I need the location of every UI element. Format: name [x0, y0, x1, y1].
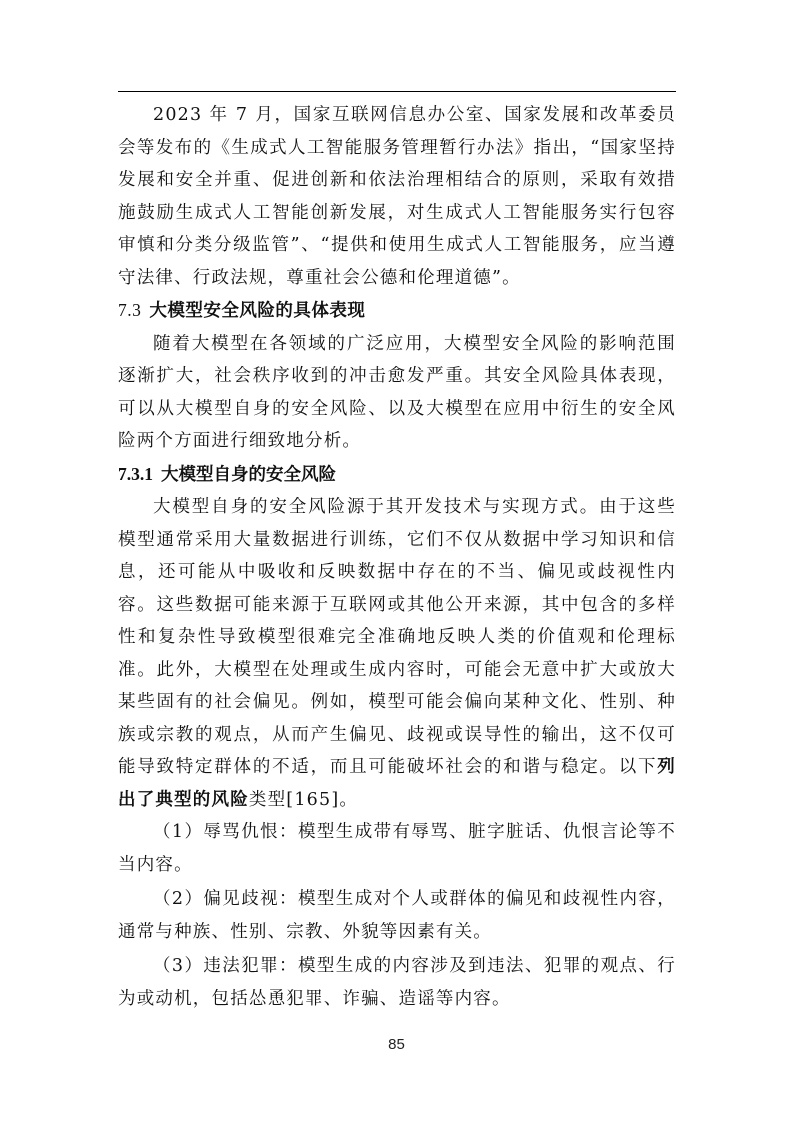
risk-item-1 — [118, 816, 676, 881]
section-number: 7.3 — [118, 300, 142, 320]
section-heading-7-3-1 — [118, 458, 676, 492]
section-heading-7-3 — [118, 294, 676, 328]
subsection-number: 7.3.1 — [118, 463, 153, 484]
risk-text: 模型生成的内容涉及到违法、犯罪的观点、行为或动机，包括怂恿犯罪、诈骗、造谣等内容。 — [118, 956, 677, 1009]
risk-label: （1）辱骂仇恨： — [153, 822, 298, 842]
paragraph-model-risks — [118, 491, 676, 816]
risk-text: 模型生成带有辱骂、脏字脏话、仇恨言论等不当内容。 — [118, 822, 677, 875]
risk-item-3 — [118, 950, 676, 1015]
risk-label: （3）违法犯罪： — [153, 956, 298, 976]
paragraph-text-end: 类型[165]。 — [248, 789, 359, 810]
bold-phrase: 列出了典型的风险 — [118, 757, 676, 810]
subsection-title: 大模型自身的安全风险 — [161, 464, 336, 485]
section-title: 大模型安全风险的具体表现 — [149, 301, 366, 321]
paragraph-text: 大模型自身的安全风险源于其开发技术与实现方式。由于这些模型通常采用大量数据进行训练，它们不仅从数据中学习知识和信息，还可能从中吸收和反映数据中存在的不当、偏见或歧视性内容。这些数据可能来源于互联网或其他公开来源，其中包含的多样性和复杂性导致模型很难完全准确地反映人类的价值观和伦理标准。此外，大模型在处理或生成内容时，可能会无意中扩大或放大某些固有的社会偏见。例如，模型可能会偏向某种文化、性别、种族或宗教的观点，从而产生偏见、歧视或误导性的输出，这不仅可能导致特定群体的不适，而且可能破坏社会的和谐与稳定。以下 — [118, 497, 676, 777]
page-number: 85 — [388, 1036, 405, 1053]
paragraph-intro-risks: 随着大模型在各领域的广泛应用，大模型安全风险的影响范围逐渐扩大，社会秩序收到的冲击愈发严重。其安全风险具体表现，可以从大模型自身的安全风险、以及大模型在应用中衍生的安全风险两个方面进行细致地分析。 — [118, 333, 676, 451]
page-body — [118, 99, 676, 1017]
header-rule — [118, 91, 676, 92]
risk-label: （2）偏见歧视： — [153, 889, 298, 909]
risk-item-2 — [118, 883, 676, 948]
risk-text: 模型生成对个人或群体的偏见和歧视性内容，通常与种族、性别、宗教、外貌等因素有关。 — [118, 889, 677, 942]
paragraph-regulation: 2023 年 7 月，国家互联网信息办公室、国家发展和改革委员会等发布的《生成式人工智能服务管理暂行办法》指出，“国家坚持发展和安全并重、促进创新和依法治理相结合的原则，采取有效措施鼓励生成式人工智能创新发展，对生成式人工智能服务实行包容审慎和分类分级监管”、“提供和使用生成式人工智能服务，应当遵守法律、行政法规，尊重社会公德和伦理道德”。 — [118, 105, 676, 288]
